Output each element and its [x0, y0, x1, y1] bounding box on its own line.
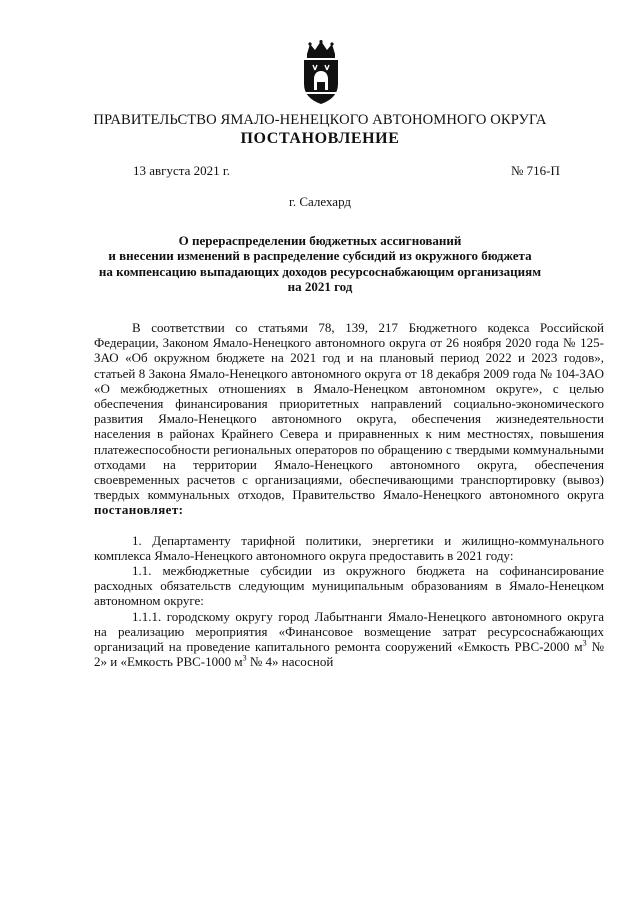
document-body	[94, 320, 604, 669]
clause-1: 1. Департаменту тарифной политики, энергетики и жилищно-коммунального комплекса Ямало-Ненецкого автономного округа предоставить в 2021 году:	[94, 532, 604, 563]
preamble-paragraph	[94, 320, 604, 518]
clause-1-1-1-text-b: № 2» и «Емкость РВС-1000 м	[94, 639, 604, 670]
document-title	[90, 233, 550, 295]
title-line: О перераспределении бюджетных ассигнований	[178, 233, 462, 248]
clause-1-1-1-text-a: 1.1.1. городскому округу город Лабытнанги Ямало-Ненецкого автономного округа на реализацию мероприятия «Финансовое возмещение затрат ресурсоснабжающих организаций на проведение капитального ремонта сооружений «Емкость РВС-2000 м	[94, 608, 604, 655]
document-number: № 716-П	[511, 163, 560, 178]
document-date: 13 августа 2021 г.	[133, 163, 230, 178]
title-line: на 2021 год	[287, 279, 353, 295]
title-line: на компенсацию выпадающих доходов ресурсоснабжающим организациям	[98, 263, 542, 279]
title-line: и внесении изменений в распределение субсидий из окружного бюджета	[108, 248, 532, 264]
clause-1-1-1-text-c: № 4» насосной	[246, 654, 334, 670]
document-city: г. Салехард	[288, 194, 352, 209]
clause-1-1: 1.1. межбюджетные субсидии из окружного бюджета на софинансирование расходных обязательств следующим муниципальным образованиям в Ямало-Ненецком автономном округе:	[94, 563, 604, 609]
clause-1-1-1	[94, 609, 604, 670]
decree-word: постановляет:	[94, 502, 184, 518]
preamble-text: В соответствии со статьями 78, 139, 217 Бюджетного кодекса Российской Федерации, Законом Ямало-Ненецкого автономного округа от 26 ноября 2020 года № 125-ЗАО «Об окружном бюджете на 2021 год и на плановый период 2022 и 2023 годов», статьей 8 Закона Ямало-Ненецкого автономного округа от 18 декабря 2009 года № 104-ЗАО «О межбюджетных отношениях в Ямало-Ненецком автономном округе», с целью обеспечения финансирования приоритетных направлений социально-экономического развития Ямало-Ненецкого автономного округа, обеспечения жизнедеятельности населения в районах Крайнего Севера и приравненных к ним местностях, повышения платежеспособности региональных операторов по обращению с твердыми коммунальными отходами на территории Ямало-Ненецкого автономного округа, обеспечения своевременных расчетов с организациями, обеспечивающими транспортировку (вывоз) твердых коммунальных отходов, Правительство Ямало-Ненецкого автономного округа	[94, 320, 604, 503]
superscript-3: 3	[242, 653, 247, 663]
superscript-3: 3	[582, 638, 587, 648]
document-type: ПОСТАНОВЛЕНИЕ	[240, 130, 400, 147]
government-name: ПРАВИТЕЛЬСТВО ЯМАЛО-НЕНЕЦКОГО АВТОНОМНОГО ОКРУГА	[93, 112, 547, 128]
coat-of-arms-emblem	[301, 40, 341, 106]
